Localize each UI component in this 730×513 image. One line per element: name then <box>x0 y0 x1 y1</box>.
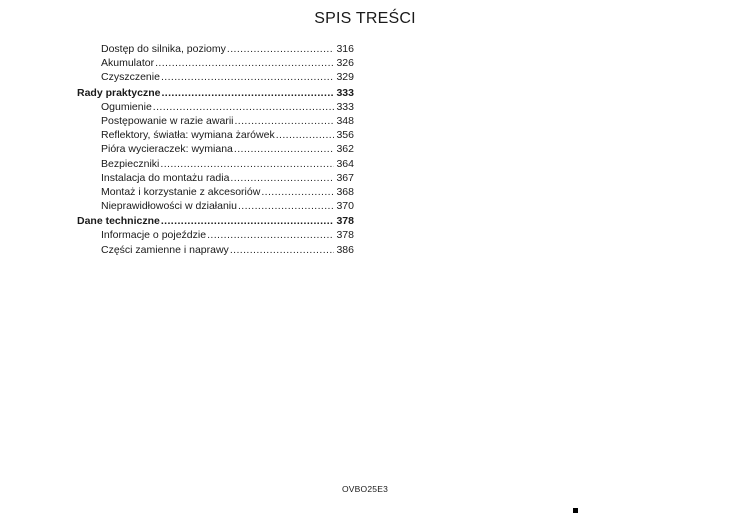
toc-entry-vehicle-info[interactable] <box>77 228 354 242</box>
toc-entry-label: Akumulator <box>101 57 155 70</box>
toc-entry-label: Montaż i korzystanie z akcesoriów <box>101 185 261 198</box>
dot-leader <box>276 128 335 142</box>
toc-section-label: Dane techniczne <box>77 215 160 228</box>
toc-entry-tyres[interactable] <box>77 100 354 114</box>
toc-entry-page: 370 <box>336 200 354 213</box>
dot-leader <box>161 70 335 84</box>
toc-entry-label: Dostęp do silnika, poziomy <box>101 43 226 55</box>
toc-entry-malfunctions[interactable] <box>77 199 354 213</box>
toc-entry-page: 356 <box>336 129 354 142</box>
table-of-contents <box>77 42 354 257</box>
toc-entry-page: 348 <box>336 114 354 127</box>
toc-section-practical-advice[interactable] <box>77 86 354 100</box>
dot-leader <box>261 185 334 199</box>
dot-leader <box>161 214 335 228</box>
page-title: SPIS TREŚCI <box>314 10 416 27</box>
toc-entry-page: 367 <box>336 171 354 184</box>
dot-leader <box>207 228 334 242</box>
toc-entry-label: Informacje o pojeździe <box>101 229 207 242</box>
page-corner-mark <box>573 508 578 513</box>
toc-entry-page: 364 <box>336 157 354 170</box>
toc-entry-page: 386 <box>336 243 354 256</box>
toc-entry-radio-installation[interactable] <box>77 171 354 185</box>
toc-entry-spare-parts[interactable] <box>77 243 354 257</box>
toc-entry-breakdown[interactable] <box>77 114 354 128</box>
toc-entry-engine-access[interactable] <box>77 42 354 56</box>
dot-leader <box>153 100 335 114</box>
toc-entry-page: 333 <box>336 100 354 113</box>
toc-section-technical-data[interactable] <box>77 214 354 228</box>
toc-entry-page: 326 <box>336 57 354 70</box>
toc-entry-label: Bezpieczniki <box>101 157 160 170</box>
toc-entry-fuses[interactable] <box>77 157 354 171</box>
document-code: OVBO25E3 <box>341 484 388 494</box>
toc-entry-label: Nieprawidłowości w działaniu <box>101 200 237 213</box>
toc-entry-page: 362 <box>336 143 354 156</box>
dot-leader <box>155 56 334 70</box>
dot-leader <box>160 157 334 171</box>
toc-section-label: Rady praktyczne <box>77 86 161 99</box>
toc-entry-bulbs[interactable] <box>77 128 354 142</box>
toc-section-page: 378 <box>336 215 354 228</box>
toc-entry-page: 368 <box>336 185 354 198</box>
toc-entry-battery[interactable] <box>77 56 354 70</box>
toc-entry-page: 316 <box>336 43 354 55</box>
toc-section-page: 333 <box>336 86 354 99</box>
dot-leader <box>230 243 335 257</box>
dot-leader <box>227 42 335 56</box>
dot-leader <box>234 114 334 128</box>
toc-entry-label: Ogumienie <box>101 100 152 113</box>
toc-entry-label: Czyszczenie <box>101 71 160 84</box>
toc-entry-page: 329 <box>336 71 354 84</box>
toc-entry-page: 378 <box>336 229 354 242</box>
dot-leader <box>234 142 335 156</box>
toc-entry-label: Postępowanie w razie awarii <box>101 114 234 127</box>
dot-leader <box>161 86 334 100</box>
toc-entry-wiper-blades[interactable] <box>77 142 354 156</box>
toc-entry-label: Reflektory, światła: wymiana żarówek <box>101 129 275 142</box>
toc-entry-label: Pióra wycieraczek: wymiana <box>101 143 233 156</box>
toc-entry-label: Części zamienne i naprawy <box>101 243 229 256</box>
toc-entry-label: Instalacja do montażu radia <box>101 171 230 184</box>
dot-leader <box>230 171 334 185</box>
toc-entry-cleaning[interactable] <box>77 70 354 84</box>
dot-leader <box>238 199 334 213</box>
toc-entry-accessories[interactable] <box>77 185 354 199</box>
